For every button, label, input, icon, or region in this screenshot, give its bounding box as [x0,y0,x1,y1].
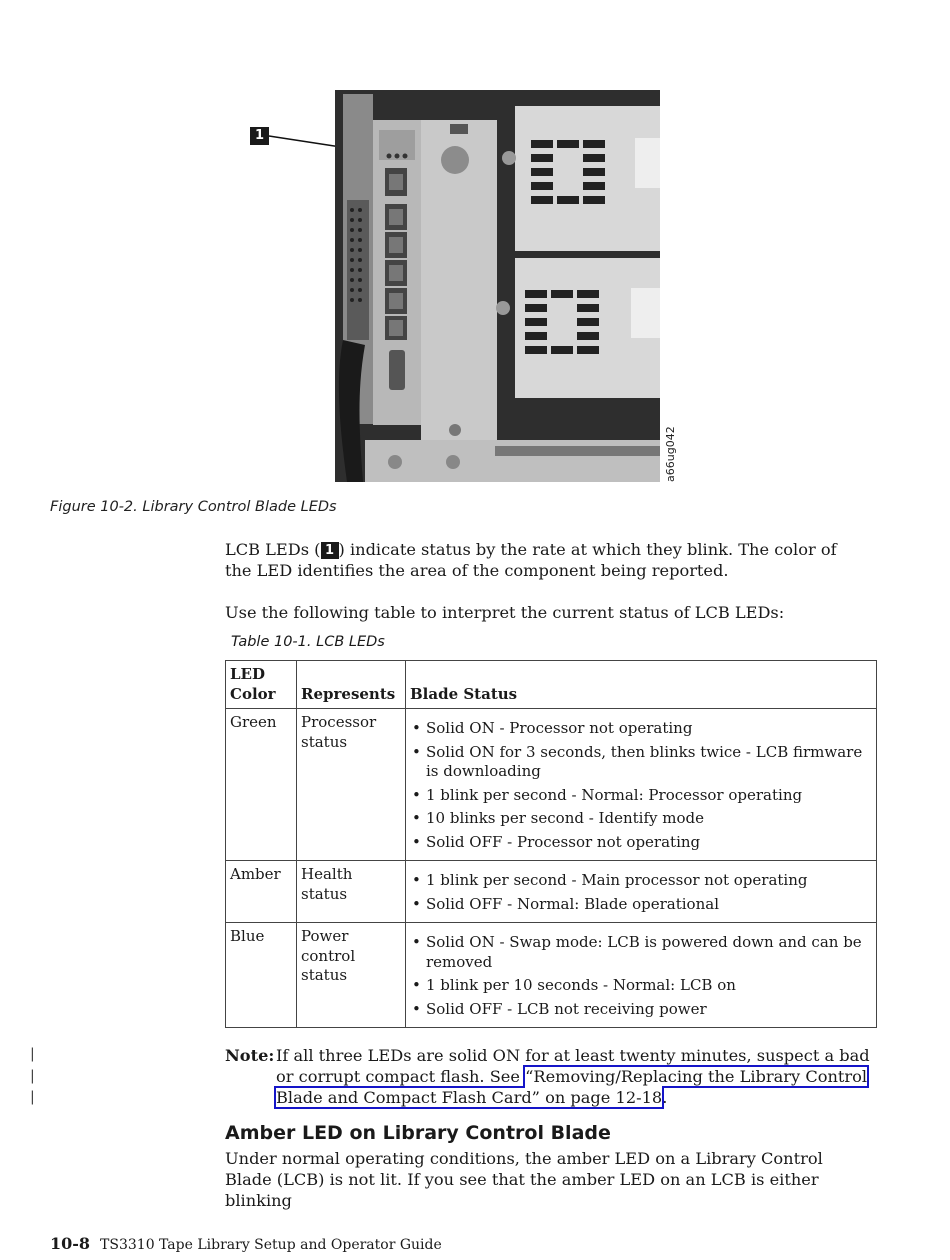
section-heading: Amber LED on Library Control Blade [225,1122,611,1144]
cross-reference-link[interactable]: “Removing/Replacing the Library Control Blade and Compact Flash Card” on page 12-18 [276,1067,868,1107]
note-end: . [662,1088,668,1107]
instruction-paragraph: Use the following table to interpret the current status of LCB LEDs: [225,603,785,622]
status-item: • Solid OFF - Processor not operating [410,833,871,853]
cell-color: Amber [226,861,297,923]
figure-caption: Figure 10-2. Library Control Blade LEDs [50,499,337,515]
note-block [225,1045,885,1108]
status-item: • Solid ON - Processor not operating [410,719,871,739]
status-item: • Solid ON for 3 seconds, then blinks twice - LCB firmware is downloading [410,743,871,782]
intro-text-post: ) indicate status by the rate at which they blink. The color of the LED identifies the area of the component being reported. [225,540,837,580]
cell-color: Green [226,709,297,861]
table-row [226,861,877,923]
status-item: • Solid OFF - LCB not receiving power [410,1000,871,1020]
status-item: • 1 blink per second - Main processor not operating [410,871,871,891]
change-bar: | [30,1068,35,1084]
table-row [226,923,877,1028]
status-item: • Solid OFF - Normal: Blade operational [410,895,871,915]
header-led-color: LED Color [226,661,297,709]
note-text: If all three LEDs are solid ON for at least twenty minutes, suspect a bad or corrupt compact flash. See [276,1046,870,1086]
callout-badge-inline: 1 [321,542,339,559]
change-bar: | [30,1089,35,1105]
status-item: • 1 blink per second - Normal: Processor operating [410,786,871,806]
page-number: 10-8 [50,1234,91,1253]
page-footer [50,1234,442,1253]
figure-code: a66ug042 [664,426,677,482]
change-bar: | [30,1046,35,1062]
table-row [226,709,877,861]
cell-represents: Health status [297,861,406,923]
lcb-photo [335,90,660,482]
status-item: • 1 blink per 10 seconds - Normal: LCB on [410,976,871,996]
cell-status [406,923,877,1028]
cell-status [406,709,877,861]
header-blade-status: Blade Status [406,661,877,709]
table-caption: Table 10-1. LCB LEDs [231,634,385,650]
intro-paragraph [225,539,865,581]
note-label: Note: [225,1046,275,1065]
lcb-led-table [225,660,877,1028]
status-item: • 10 blinks per second - Identify mode [410,809,871,829]
cell-represents: Power control status [297,923,406,1028]
intro-text-pre: LCB LEDs ( [225,540,321,559]
header-represents: Represents [297,661,406,709]
status-item: • Solid ON - Swap mode: LCB is powered down and can be removed [410,933,871,972]
cell-represents: Processor status [297,709,406,861]
callout-badge: 1 [250,127,269,145]
cell-color: Blue [226,923,297,1028]
book-title: TS3310 Tape Library Setup and Operator Guide [100,1237,442,1253]
section-paragraph: Under normal operating conditions, the amber LED on a Library Control Blade (LCB) is not lit. If you see that the amber LED on an LCB is either blinking [225,1149,823,1210]
cell-status [406,861,877,923]
